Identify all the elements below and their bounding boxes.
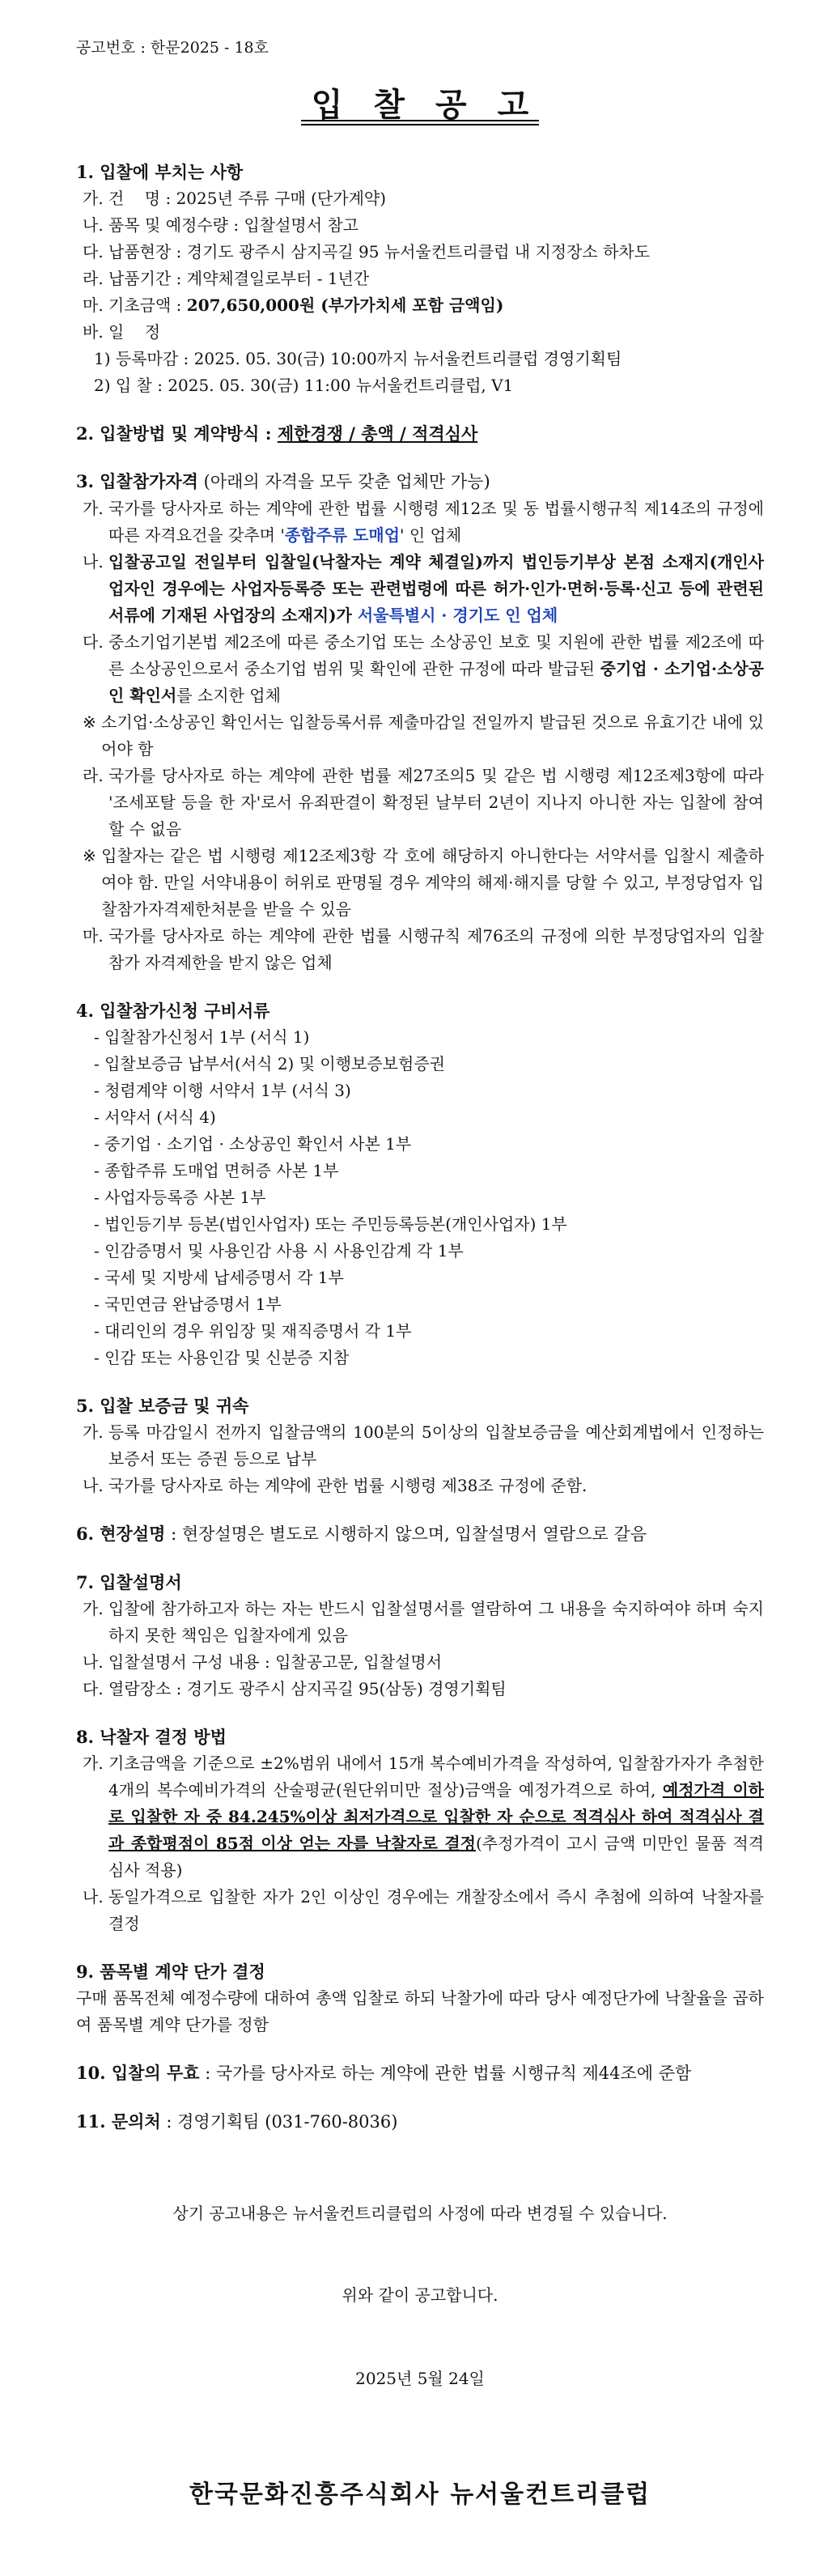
section-3-note-1: ※ 소기업·소상공인 확인서는 입찰등록서류 제출마감일 전일까지 발급된 것으로 유효기간 내에 있어야 함	[83, 712, 764, 759]
section-2-heading: 2. 입찰방법 및 계약방식 : 제한경쟁 / 총액 / 적격심사	[76, 423, 478, 444]
section-3-item-da: 다. 중소기업기본법 제2조에 따른 중소기업 또는 소상공인 보호 및 지원에 관한 법률 제2조에 따른 소상공인으로서 중소기업 범위 및 확인에 관한 규정에 따라 발급된 중기업 · 소기업·소상공인 확인서를 소지한 업체	[83, 632, 764, 705]
list-item: - 대리인의 경우 위임장 및 재직증명서 각 1부	[94, 1321, 412, 1341]
section-11-heading: 11. 문의처 : 경영기획팀 (031-760-8036)	[76, 2111, 398, 2132]
section-7-item-ga: 가. 입찰에 참가하고자 하는 자는 반드시 입찰설명서를 열람하여 그 내용을 숙지하여야 하며 숙지하지 못한 책임은 입찰자에게 있음	[83, 1599, 764, 1645]
section-10-heading: 10. 입찰의 무효 : 국가를 당사자로 하는 계약에 관한 법률 시행규칙 제44조에 준함	[76, 2063, 692, 2083]
section-1-item-na: 나. 품목 및 예정수량 : 입찰설명서 참고	[83, 215, 359, 235]
section-8-heading: 8. 낙찰자 결정 방법	[76, 1727, 227, 1747]
section-3-note-2: ※ 입찰자는 같은 법 시행령 제12조제3항 각 호에 해당하지 아니한다는 서약서를 입찰시 제출하여야 함. 만일 서약내용이 허위로 판명될 경우 계약의 해제·해지를 당할 수 있고, 부정당업자 입찰참가자격제한처분을 받을 수 있음	[83, 846, 764, 919]
list-item: - 법인등기부 등본(법인사업자) 또는 주민등록등본(개인사업자) 1부	[94, 1214, 567, 1234]
section-4-heading: 4. 입찰참가신청 구비서류	[76, 1001, 270, 1021]
issuing-organization: 한국문화진흥주식회사 뉴서울컨트리클럽	[189, 2480, 651, 2509]
section-3-heading: 3. 입찰참가자격 (아래의 자격을 모두 갖춘 업체만 가능)	[76, 471, 490, 491]
list-item: - 인감증명서 및 사용인감 사용 시 사용인감계 각 1부	[94, 1241, 464, 1260]
section-3-item-na: 나. 입찰공고일 전일부터 입찰일(낙찰자는 계약 체결일)까지 법인등기부상 본점 소재지(개인사업자인 경우에는 사업자등록증 또는 관련법령에 따른 허가·인가·면허·등록·신고 등에 관련된 서류에 기재된 사업장의 소재지)가 서울특별시 · 경기도 인 업체	[83, 552, 764, 625]
region-highlight: 서울특별시 · 경기도 인 업체	[357, 606, 558, 625]
section-5-item-ga: 가. 등록 마감일시 전까지 입찰금액의 100분의 5이상의 입찰보증금을 예산회계법에서 인정하는 보증서 또는 증권 등으로 납부	[83, 1422, 764, 1469]
award-criteria-highlight: 예정가격 이하로 입찰한 자 중 84.245%이상 최저가격으로 입찰한 자 순으로 적격심사 하여 적격심사 결과 종합평점이 85점 이상 얻는 자를 낙찰자로 결정	[108, 1780, 764, 1853]
section-1-heading: 1. 입찰에 부치는 사항	[76, 162, 244, 182]
list-item: - 서약서 (서식 4)	[94, 1107, 216, 1127]
announcement-date: 2025년 5월 24일	[355, 2369, 485, 2388]
section-5-item-na: 나. 국가를 당사자로 하는 계약에 관한 법률 시행령 제38조 규정에 준함.	[83, 1476, 588, 1495]
section-5-heading: 5. 입찰 보증금 및 귀속	[76, 1396, 249, 1416]
list-item: - 중기업 · 소기업 · 소상공인 확인서 사본 1부	[94, 1134, 412, 1154]
section-9-heading: 9. 품목별 계약 단가 결정	[76, 1962, 265, 1982]
list-item: - 국민연금 완납증명서 1부	[94, 1294, 282, 1314]
section-7-item-na: 나. 입찰설명서 구성 내용 : 입찰공고문, 입찰설명서	[83, 1652, 443, 1672]
section-1-item-ba: 바. 일 정	[83, 322, 161, 342]
list-item: - 청렴계약 이행 서약서 1부 (서식 3)	[94, 1081, 351, 1100]
schedule-registration: 1) 등록마감 : 2025. 05. 30(금) 10:00까지 뉴서울컨트리클럽 경영기획팀	[94, 349, 622, 368]
contact-phone: : 경영기획팀 (031-760-8036)	[160, 2112, 398, 2132]
list-item: - 인감 또는 사용인감 및 신분증 지참	[94, 1348, 350, 1367]
change-notice: 상기 공고내용은 뉴서울컨트리클럽의 사정에 따라 변경될 수 있습니다.	[172, 2204, 668, 2223]
required-documents-list	[76, 1024, 764, 1371]
document-title: 입찰공고	[311, 86, 560, 124]
section-8-item-na: 나. 동일가격으로 입찰한 자가 2인 이상인 경우에는 개찰장소에서 즉시 추첨에 의하여 낙찰자를 결정	[83, 1887, 764, 1933]
section-6-heading: 6. 현장설명 : 현장설명은 별도로 시행하지 않으며, 입찰설명서 열람으로 갈음	[76, 1524, 647, 1544]
announcement-line: 위와 같이 공고합니다.	[342, 2285, 498, 2305]
section-1-item-da: 다. 납품현장 : 경기도 광주시 삼지곡길 95 뉴서울컨트리클럽 내 지정장소 하차도	[83, 242, 651, 261]
section-7-item-da: 다. 열람장소 : 경기도 광주시 삼지곡길 95(삼동) 경영기획팀	[83, 1679, 507, 1698]
list-item: - 국세 및 지방세 납세증명서 각 1부	[94, 1268, 344, 1287]
title-underline	[301, 120, 539, 121]
list-item: - 종합주류 도매업 면허증 사본 1부	[94, 1161, 339, 1180]
section-7-heading: 7. 입찰설명서	[76, 1572, 182, 1592]
section-1-item-ma: 마. 기초금액 : 207,650,000원 (부가가치세 포함 금액임)	[83, 295, 504, 315]
site-briefing-text: : 현장설명은 별도로 시행하지 않으며, 입찰설명서 열람으로 갈음	[165, 1524, 647, 1544]
schedule-bidding: 2) 입 찰 : 2025. 05. 30(금) 11:00 뉴서울컨트리클럽, V1	[94, 376, 514, 395]
section-1-item-ra: 라. 납품기간 : 계약체결일로부터 - 1년간	[83, 269, 370, 288]
section-1-item-ga: 가. 건 명 : 2025년 주류 구매 (단가계약)	[83, 189, 387, 208]
license-type-highlight: 종합주류 도매업	[284, 525, 401, 545]
list-item: - 입찰참가신청서 1부 (서식 1)	[94, 1027, 310, 1047]
title-underline-double	[301, 124, 539, 125]
section-8-item-ga: 가. 기초금액을 기준으로 ±2%범위 내에서 15개 복수예비가격을 작성하여, 입찰참가자가 추첨한 4개의 복수예비가격의 산술평균(원단위미만 절상)금액을 예정가격으로 하여, 예정가격 이하로 입찰한 자 중 84.245%이상 최저가격으로 입찰한 자 순으로 적격심사 하여 적격심사 결과 종합평점이 85점 이상 얻는 자를 낙찰자로 결정(추정가격이 고시 금액 미만인 물품 적격심사 적용)	[83, 1753, 764, 1880]
section-3-item-ma: 마. 국가를 당사자로 하는 계약에 관한 법률 시행규칙 제76조의 규정에 의한 부정당업자의 입찰 참가 자격제한을 받지 않은 업체	[83, 926, 764, 972]
section-3-item-ga: 가. 국가를 당사자로 하는 계약에 관한 법률 시행령 제12조 및 동 법률시행규칙 제14조의 규정에 따른 자격요건을 갖추며 '종합주류 도매업' 인 업체	[83, 499, 764, 545]
bid-method-value: 제한경쟁 / 총액 / 적격심사	[277, 423, 478, 444]
section-9-text: 구매 품목전체 예정수량에 대하여 총액 입찰로 하되 낙찰가에 따라 당사 예정단가에 낙찰율을 곱하여 품목별 계약 단가를 정함	[76, 1988, 764, 2034]
section-3-item-ra: 라. 국가를 당사자로 하는 계약에 관한 법률 제27조의5 및 같은 법 시행령 제12조제3항에 따라 '조세포탈 등을 한 자'로서 유죄판결이 확정된 날부터 2년이 지나지 아니한 자는 입찰에 참여할 수 없음	[83, 766, 764, 839]
list-item: - 입찰보증금 납부서(서식 2) 및 이행보증보험증권	[94, 1054, 445, 1073]
document-body	[76, 144, 764, 2136]
notice-number: 공고번호 : 한문2025 - 18호	[76, 39, 269, 57]
list-item: - 사업자등록증 사본 1부	[94, 1188, 266, 1207]
